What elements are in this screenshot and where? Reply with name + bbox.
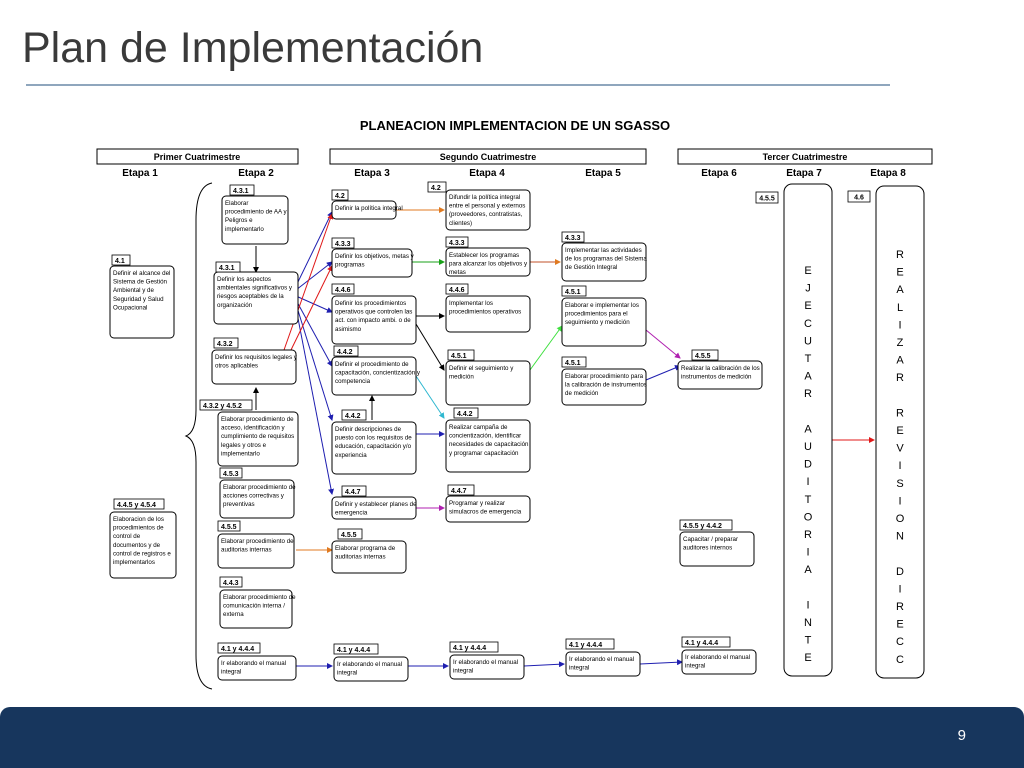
vertical-letter: R xyxy=(896,372,904,385)
activity-text-line: Definir el procedimiento de xyxy=(335,361,409,368)
clause-tag: 4.1 y 4.4.4 xyxy=(337,647,371,654)
stage-label: Etapa 2 xyxy=(238,168,274,179)
activity-text-line: Ir elaborando el manual xyxy=(685,654,751,661)
period-3-label: Tercer Cuatrimestre xyxy=(762,152,848,162)
clause-tag: 4.5.5 xyxy=(695,353,711,360)
activity-text-line: y programar capacitación xyxy=(449,449,519,457)
clause-tag: 4.3.3 xyxy=(565,235,581,242)
clause-tag: 4.5.1 xyxy=(451,353,467,360)
activity-text-line: otros aplicables xyxy=(215,362,258,370)
activity-text-line: cumplimiento de requisitos xyxy=(221,433,295,441)
footer-bar xyxy=(0,707,1024,768)
activity-text-line: procedimientos operativos xyxy=(449,308,522,316)
clause-tag: 4.3.1 xyxy=(233,188,249,195)
vertical-letter: R xyxy=(804,529,812,541)
activity-text-line: acceso, identificación y xyxy=(221,424,285,432)
connector xyxy=(296,212,332,286)
activity-box xyxy=(446,408,530,472)
activity-text-line: (proveedores, contratistas, xyxy=(449,211,523,219)
vertical-letter: T xyxy=(804,634,812,647)
vertical-letter: E xyxy=(804,652,812,665)
activity-text-line: clientes) xyxy=(449,219,473,227)
activity-text-line: de los programas del Sistema xyxy=(565,255,647,263)
vertical-letter: A xyxy=(804,423,812,436)
activity-box xyxy=(446,237,530,276)
activity-box xyxy=(450,642,524,679)
stage-labels xyxy=(122,168,906,179)
activity-text-line: integral xyxy=(685,662,706,670)
clause-tag: 4.4.7 xyxy=(451,488,467,495)
vertical-letter: E xyxy=(804,300,812,313)
vertical-letter: Z xyxy=(896,337,904,349)
activity-text-line: Elaborar procedimiento de xyxy=(221,416,294,423)
activity-box xyxy=(334,644,408,681)
activity-text-line: procedimiento de AA y xyxy=(225,208,287,216)
clause-tag: 4.4.2 xyxy=(457,411,473,418)
activity-text-line: integral xyxy=(221,668,242,676)
activity-text-line: Definir el seguimiento y xyxy=(449,365,514,372)
activity-text-line: de medición xyxy=(565,390,599,398)
stage-label: Etapa 8 xyxy=(870,168,906,179)
vertical-letter: T xyxy=(804,493,812,506)
activity-text-line: Capacitar / preparar xyxy=(683,536,739,543)
activity-box xyxy=(332,238,415,277)
vertical-letter: I xyxy=(806,476,810,489)
stage-label: Etapa 7 xyxy=(786,168,822,179)
activity-text-line: programas xyxy=(335,261,365,269)
clause-tag: 4.3.3 xyxy=(335,241,351,248)
connector xyxy=(646,366,680,380)
activity-text-line: competencia xyxy=(335,378,371,386)
activity-box xyxy=(218,643,296,680)
activity-text-line: operativos que controlen las xyxy=(335,308,413,316)
stage-label: Etapa 5 xyxy=(585,168,621,179)
activity-box xyxy=(332,486,417,519)
activity-text-line: legales y otros e xyxy=(221,441,267,449)
vertical-letter: R xyxy=(804,388,812,401)
activity-box xyxy=(332,410,416,474)
activity-boxes xyxy=(110,182,762,681)
activity-box xyxy=(446,485,530,522)
clause-tag: 4.3.1 xyxy=(219,265,235,272)
activity-text-line: Difundir la política integral xyxy=(449,194,521,201)
clause-tag: 4.1 y 4.4.4 xyxy=(569,642,603,649)
clause-tag: 4.1 y 4.4.4 xyxy=(453,645,487,652)
activity-box xyxy=(332,529,406,573)
clause-tag: 4.1 y 4.4.4 xyxy=(221,646,255,653)
clause-tag: 4.3.2 y 4.5.2 xyxy=(203,403,242,410)
vertical-letter: N xyxy=(896,530,904,543)
vertical-letter: E xyxy=(896,425,904,437)
activity-text-line: Ir elaborando el manual xyxy=(221,660,287,667)
connector xyxy=(530,326,562,370)
activity-text-line: organización xyxy=(217,301,253,309)
activity-text-line: Definir la política integral xyxy=(335,205,403,212)
activity-text-line: Ir elaborando el manual xyxy=(453,659,519,666)
activity-text-line: implementarlos xyxy=(113,559,155,566)
activity-box xyxy=(110,255,174,338)
clause-tag: 4.2 xyxy=(431,185,441,192)
vertical-letter: I xyxy=(898,495,902,508)
activity-text-line: seguimiento y medición xyxy=(565,319,630,327)
activity-text-line: Elaborar procedimiento de xyxy=(221,538,294,545)
activity-text-line: procedimientos para el xyxy=(565,310,628,318)
activity-box xyxy=(562,232,647,281)
activity-text-line: Realizar campaña de xyxy=(449,424,508,431)
vertical-letter: D xyxy=(896,565,904,578)
clause-tag: 4.2 xyxy=(335,193,345,200)
activity-text-line: capacitación, concientización y xyxy=(335,369,420,377)
activity-text-line: metas xyxy=(449,269,466,277)
page-number: 9 xyxy=(957,727,966,744)
period-1-label: Primer Cuatrimestre xyxy=(153,152,241,162)
vertical-letter: I xyxy=(898,460,902,473)
vertical-letter: T xyxy=(804,353,812,365)
clause-tag: 4.1 y 4.4.4 xyxy=(685,640,719,647)
stage8-column xyxy=(848,186,924,678)
clause-tag: 4.5.5 xyxy=(341,532,357,539)
vertical-letter: E xyxy=(896,618,904,631)
vertical-letter: N xyxy=(804,617,812,629)
activity-box xyxy=(332,284,416,344)
vertical-letter: V xyxy=(896,442,904,455)
activity-text-line: Definir los requisitos legales y xyxy=(215,354,297,361)
vertical-letter: U xyxy=(804,335,812,348)
activity-text-line: integral xyxy=(453,667,474,675)
stage-label: Etapa 6 xyxy=(701,168,737,179)
activity-box xyxy=(220,577,296,628)
activity-text-line: Realizar la calibración de los xyxy=(681,365,760,372)
vertical-letter: J xyxy=(805,282,811,295)
clause-tag: 4.1 xyxy=(115,258,125,265)
vertical-letter: C xyxy=(896,653,904,666)
activity-text-line: Seguridad y Salud xyxy=(113,295,164,303)
activity-text-line: entre el personal y externos xyxy=(449,202,526,210)
connector xyxy=(646,330,680,358)
vertical-letter: A xyxy=(804,564,812,577)
activity-text-line: Definir los objetivos, metas y xyxy=(335,253,414,260)
clause-tag: 4.4.2 xyxy=(345,413,361,420)
activity-text-line: act. con impacto ambi. o de xyxy=(335,317,411,325)
connector xyxy=(416,376,444,418)
activity-text-line: Programar y realizar xyxy=(449,500,506,507)
activity-box xyxy=(680,520,754,566)
activity-text-line: Sistema de Gestión xyxy=(113,278,167,286)
activity-box xyxy=(222,185,288,244)
slide-title: Plan de Implementación xyxy=(22,24,484,72)
stage2-brace xyxy=(186,183,212,689)
activity-text-line: emergencia xyxy=(335,509,368,517)
activity-text-line: auditorias internas xyxy=(335,553,386,561)
activity-text-line: Elaboracion de los xyxy=(113,516,164,523)
activity-box xyxy=(218,521,294,568)
stage-label: Etapa 3 xyxy=(354,168,390,179)
activity-text-line: experiencia xyxy=(335,451,367,459)
activity-text-line: comunicación interna / xyxy=(223,602,285,610)
vertical-letter: I xyxy=(898,583,902,596)
activity-box xyxy=(200,400,298,466)
activity-text-line: auditorias internas xyxy=(221,546,272,554)
clause-tag: 4.5.1 xyxy=(565,289,581,296)
vertical-letter: L xyxy=(896,301,904,314)
activity-text-line: medición xyxy=(449,373,474,381)
activity-text-line: Elaborar procedimiento de xyxy=(223,484,296,491)
vertical-letter: E xyxy=(896,266,904,279)
stage-label: Etapa 4 xyxy=(469,168,505,179)
vertical-letter: C xyxy=(804,317,812,330)
activity-text-line: Ocupacional xyxy=(113,304,148,312)
vertical-letter: I xyxy=(806,546,810,559)
clause-tag: 4.4.2 xyxy=(337,349,353,356)
vertical-letter: O xyxy=(803,511,813,524)
vertical-letter: O xyxy=(895,513,905,525)
period-headers xyxy=(97,149,932,164)
activity-text-line: Ambiental y de xyxy=(113,287,154,295)
activity-box xyxy=(562,286,646,346)
activity-text-line: ambientales significativos y xyxy=(217,284,292,292)
activity-text-line: asimismo xyxy=(335,325,362,333)
activity-text-line: de Gestión Integral xyxy=(565,264,618,272)
activity-text-line: Establecer los programas xyxy=(449,252,520,259)
connector xyxy=(640,662,682,664)
activity-text-line: integral xyxy=(569,664,590,672)
clause-tag: 4.4.6 xyxy=(449,287,465,294)
stage8-tag: 4.6 xyxy=(854,194,864,202)
clause-tag: 4.5.5 xyxy=(221,524,237,531)
activity-text-line: Definir los procedimientos xyxy=(335,300,407,307)
activity-box xyxy=(220,468,296,518)
connector xyxy=(524,664,564,666)
vertical-letter: R xyxy=(896,249,904,261)
activity-text-line: Ir elaborando el manual xyxy=(569,656,635,663)
activity-text-line: Elaborar xyxy=(225,200,249,207)
diagram-title: PLANEACION IMPLEMENTACION DE UN SGASSO xyxy=(359,118,671,133)
vertical-letter: C xyxy=(896,636,904,649)
vertical-letter: R xyxy=(896,407,904,420)
activity-text-line: integral xyxy=(337,669,358,677)
vertical-letter: U xyxy=(804,441,812,453)
activity-box xyxy=(212,338,298,384)
activity-text-line: implementarlo xyxy=(225,225,264,233)
period-2-label: Segundo Cuatrimestre xyxy=(439,152,537,162)
activity-text-line: Elaborar procedimiento de xyxy=(223,594,296,601)
activity-text-line: Definir el alcance del xyxy=(113,270,171,277)
activity-text-line: concientización, identificar xyxy=(449,432,522,440)
stage7-tag: 4.5.5 xyxy=(759,195,775,203)
clause-tag: 4.3.2 xyxy=(217,341,233,348)
activity-text-line: Implementar los xyxy=(449,300,494,307)
activity-text-line: simulacros de emergencia xyxy=(449,508,522,516)
activity-text-line: Definir descripciones de xyxy=(335,426,402,433)
activity-box xyxy=(446,350,530,405)
vertical-letter: E xyxy=(804,265,812,277)
stage-label: Etapa 1 xyxy=(122,168,158,179)
activity-box xyxy=(332,190,403,219)
activity-text-line: para alcanzar los objetivos y xyxy=(449,260,528,268)
vertical-letter: D xyxy=(804,458,812,471)
clause-tag: 4.4.3 xyxy=(223,580,239,587)
activity-box xyxy=(678,350,762,389)
activity-text-line: Elaborar e implementar los xyxy=(565,302,639,309)
activity-text-line: Definir los aspectos xyxy=(217,276,271,283)
clause-tag: 4.4.6 xyxy=(335,287,351,294)
activity-text-line: educación, capacitación y/o xyxy=(335,443,412,451)
activity-text-line: Ir elaborando el manual xyxy=(337,661,403,668)
activity-text-line: necesidades de capacitación xyxy=(449,441,529,449)
activity-box xyxy=(110,499,176,578)
activity-text-line: riesgos aceptables de la xyxy=(217,293,284,301)
activity-text-line: implementarlo xyxy=(221,450,260,458)
connector xyxy=(416,324,444,370)
activity-text-line: control de xyxy=(113,533,141,541)
activity-text-line: acciones correctivas y xyxy=(223,492,284,500)
activity-box xyxy=(446,284,530,332)
activity-text-line: documentos y de xyxy=(113,541,161,549)
activity-text-line: instrumentos de medición xyxy=(681,373,752,381)
activity-text-line: Definir y establecer planes de xyxy=(335,501,417,508)
vertical-letter: I xyxy=(898,319,902,332)
clause-tag: 4.4.7 xyxy=(345,489,361,496)
vertical-letter: S xyxy=(896,477,904,490)
vertical-letter: A xyxy=(896,354,904,367)
vertical-letter: A xyxy=(804,370,812,383)
activity-text-line: Peligros e xyxy=(225,217,253,225)
activity-text-line: Implementar las actividades xyxy=(565,247,642,254)
activity-box xyxy=(428,182,530,230)
activity-text-line: preventivas xyxy=(223,501,255,509)
activity-text-line: control de registros e xyxy=(113,550,171,558)
vertical-letter: R xyxy=(896,601,904,613)
activity-text-line: la calibración de instrumentos xyxy=(565,381,647,389)
activity-text-line: puesto con los requisitos de xyxy=(335,434,412,442)
activity-box xyxy=(682,637,756,674)
vertical-letter: I xyxy=(806,599,810,612)
activity-box xyxy=(562,357,647,405)
vertical-letter: A xyxy=(896,284,904,297)
clause-tag: 4.5.1 xyxy=(565,360,581,367)
activity-text-line: Elaborar procedimiento para xyxy=(565,373,644,380)
activity-box xyxy=(566,639,640,676)
stage7-column xyxy=(756,184,832,676)
clause-tag: 4.4.5 y 4.5.4 xyxy=(117,502,156,509)
activity-box xyxy=(332,346,421,395)
activity-text-line: procedimientos de xyxy=(113,524,164,532)
activity-text-line: Elaborar programa de xyxy=(335,545,396,552)
activity-text-line: auditores internos xyxy=(683,544,733,552)
activity-text-line: externa xyxy=(223,611,244,619)
clause-tag: 4.5.3 xyxy=(223,471,239,478)
clause-tag: 4.3.3 xyxy=(449,240,465,247)
clause-tag: 4.5.5 y 4.4.2 xyxy=(683,523,722,530)
